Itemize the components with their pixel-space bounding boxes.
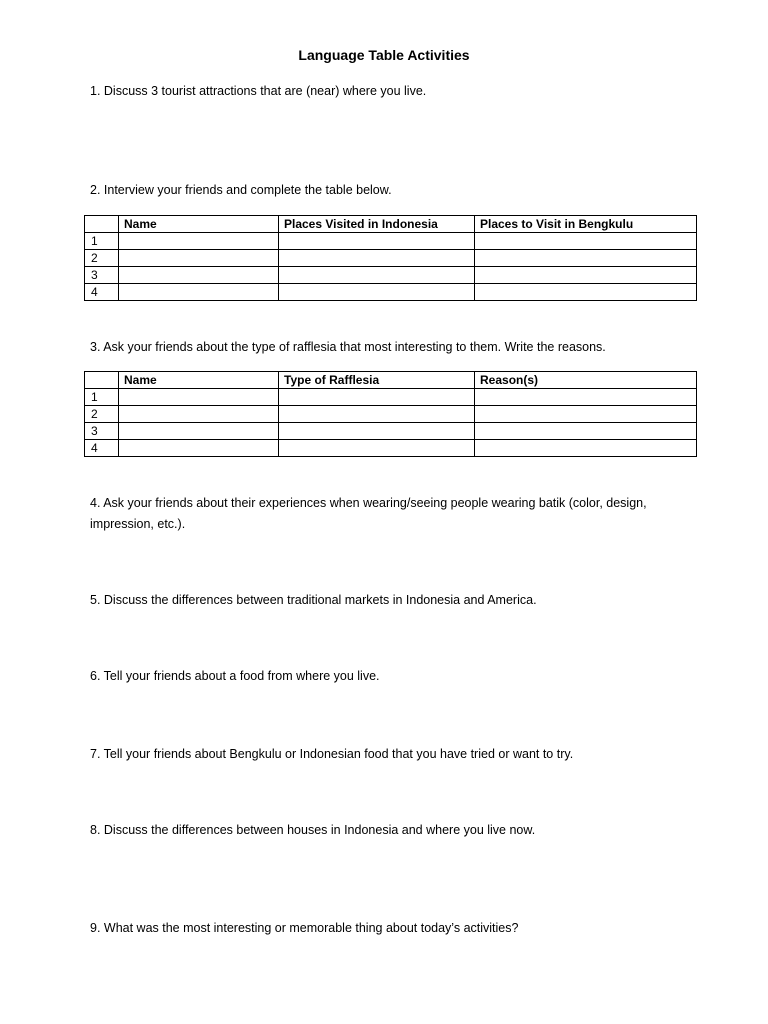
table-cell: [475, 284, 697, 301]
question-7: 7. Tell your friends about Bengkulu or Indonesian food that you have tried or want to try.: [90, 747, 574, 761]
question-5: 5. Discuss the differences between traditional markets in Indonesia and America.: [90, 593, 537, 607]
table-cell: [475, 250, 697, 267]
question-3: 3. Ask your friends about the type of rafflesia that most interesting to them. Write the reasons.: [90, 340, 606, 354]
row-number: 1: [85, 233, 119, 250]
table-row: [85, 440, 697, 457]
table-cell: [279, 250, 475, 267]
table-cell: [279, 284, 475, 301]
table-row: [85, 250, 697, 267]
table-cell: [119, 440, 279, 457]
row-number: 2: [85, 406, 119, 423]
table-cell: [119, 233, 279, 250]
table-cell: [475, 267, 697, 284]
table-header-cell: Type of Rafflesia: [279, 372, 475, 389]
table-cell: [119, 267, 279, 284]
table-cell: [119, 250, 279, 267]
row-number: 4: [85, 284, 119, 301]
table-cell: [279, 440, 475, 457]
table-row: [85, 233, 697, 250]
table-cell: [475, 423, 697, 440]
question-1: 1. Discuss 3 tourist attractions that are (near) where you live.: [90, 84, 427, 98]
table-header-cell: [85, 372, 119, 389]
row-number: 4: [85, 440, 119, 457]
table-cell: [475, 389, 697, 406]
table-row: [85, 389, 697, 406]
table-header-cell: Places to Visit in Bengkulu: [475, 216, 697, 233]
question-2: 2. Interview your friends and complete the table below.: [90, 183, 392, 197]
table-cell: [119, 284, 279, 301]
rafflesia-table: [84, 371, 697, 457]
table-cell: [475, 440, 697, 457]
table-cell: [279, 423, 475, 440]
table-cell: [279, 267, 475, 284]
row-number: 1: [85, 389, 119, 406]
table-row: [85, 284, 697, 301]
table-header-cell: Reason(s): [475, 372, 697, 389]
table-header-cell: [85, 216, 119, 233]
page-title: Language Table Activities: [298, 47, 470, 63]
table-row: [85, 267, 697, 284]
table-cell: [119, 406, 279, 423]
table-row: [85, 406, 697, 423]
table-cell: [119, 389, 279, 406]
table-cell: [279, 406, 475, 423]
table-cell: [475, 233, 697, 250]
row-number: 2: [85, 250, 119, 267]
question-6: 6. Tell your friends about a food from where you live.: [90, 669, 380, 683]
table-cell: [475, 406, 697, 423]
table-header-row: [85, 372, 697, 389]
question-9: 9. What was the most interesting or memorable thing about today’s activities?: [90, 921, 519, 935]
table-header-row: [85, 216, 697, 233]
table-header-cell: Name: [119, 372, 279, 389]
question-8: 8. Discuss the differences between houses in Indonesia and where you live now.: [90, 823, 536, 837]
table-cell: [119, 423, 279, 440]
table-header-cell: Name: [119, 216, 279, 233]
places-table: [84, 215, 697, 301]
question-4: 4. Ask your friends about their experiences when wearing/seeing people wearing batik (color, design, impression, etc.).: [90, 496, 647, 531]
table-cell: [279, 389, 475, 406]
table-cell: [279, 233, 475, 250]
row-number: 3: [85, 423, 119, 440]
row-number: 3: [85, 267, 119, 284]
table-header-cell: Places Visited in Indonesia: [279, 216, 475, 233]
table-row: [85, 423, 697, 440]
